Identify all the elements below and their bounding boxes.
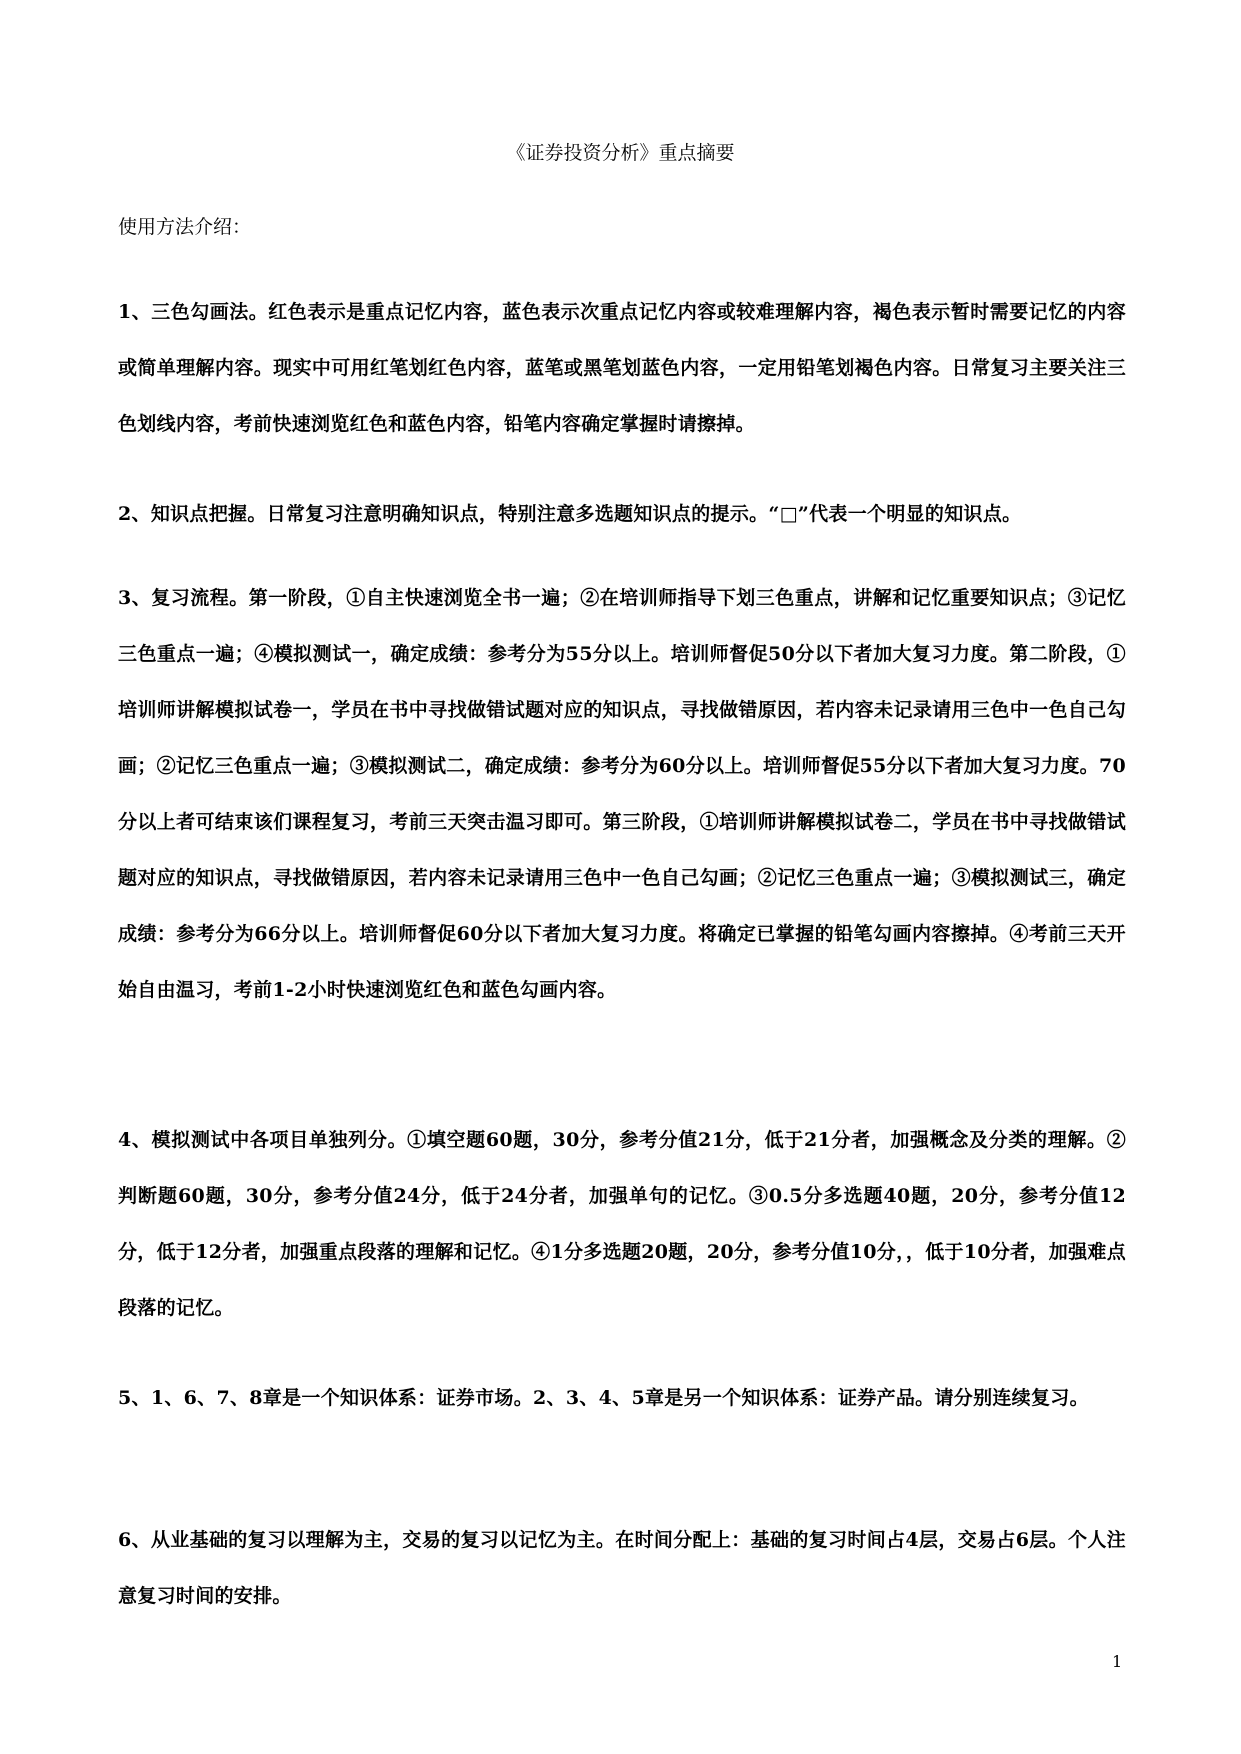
paragraph-mock-test-scoring: 4、模拟测试中各项目单独列分。①填空题60题，30分，参考分值21分，低于21分者，加强概念及分类的理解。②判断题60题，30分，参考分值24分，低于24分者，加强单句的记忆。③0.5分多选题40题，20分，参考分值12分，低于12分者，加强重点段落的理解和记忆。④1分多选题20题，20分，参考分值10分，，低于10分者，加强难点段落的记忆。 (118, 1129, 1126, 1319)
paragraph-review-process: 3、复习流程。第一阶段，①自主快速浏览全书一遍；②在培训师指导下划三色重点，讲解和记忆重要知识点；③记忆三色重点一遍；④模拟测试一，确定成绩：参考分为55分以上。培训师督促50分以下者加大复习力度。第二阶段，①培训师讲解模拟试卷一，学员在书中寻找做错试题对应的知识点，寻找做错原因，若内容未记录请用三色中一色自己勾画；②记忆三色重点一遍；③模拟测试二，确定成绩：参考分为60分以上。培训师督促55分以下者加大复习力度。70分以上者可结束该们课程复习，考前三天突击温习即可。第三阶段，①培训师讲解模拟试卷二，学员在书中寻找做错试题对应的知识点，寻找做错原因，若内容未记录请用三色中一色自己勾画；②记忆三色重点一遍；③模拟测试三，确定成绩：参考分为66分以上。培训师督促60分以下者加大复习力度。将确定已掌握的铅笔勾画内容擦掉。④考前三天开始自由温习，考前1-2小时快速浏览红色和蓝色勾画内容。 (118, 587, 1126, 1001)
usage-intro-heading: 使用方法介绍： (118, 216, 252, 238)
paragraph-knowledge-systems: 5、1、6、7、8章是一个知识体系：证券市场。2、3、4、5章是另一个知识体系：证券产品。请分别连续复习。 (118, 1387, 1089, 1409)
paragraph-three-color-marking: 1、三色勾画法。红色表示是重点记忆内容，蓝色表示次重点记忆内容或较难理解内容，褐色表示暂时需要记忆的内容或简单理解内容。现实中可用红笔划红色内容，蓝笔或黑笔划蓝色内容，一定用铅笔划褐色内容。日常复习主要关注三色划线内容，考前快速浏览红色和蓝色内容，铅笔内容确定掌握时请擦掉。 (118, 301, 1126, 435)
document-title: 《证券投资分析》重点摘要 (506, 142, 735, 164)
page-number: 1 (1112, 1652, 1123, 1671)
paragraph-time-allocation: 6、从业基础的复习以理解为主，交易的复习以记忆为主。在时间分配上：基础的复习时间占4层，交易占6层。个人注意复习时间的安排。 (118, 1529, 1126, 1607)
paragraph-knowledge-points: 2、知识点把握。日常复习注意明确知识点，特别注意多选题知识点的提示。“□”代表一个明显的知识点。 (118, 503, 1022, 525)
